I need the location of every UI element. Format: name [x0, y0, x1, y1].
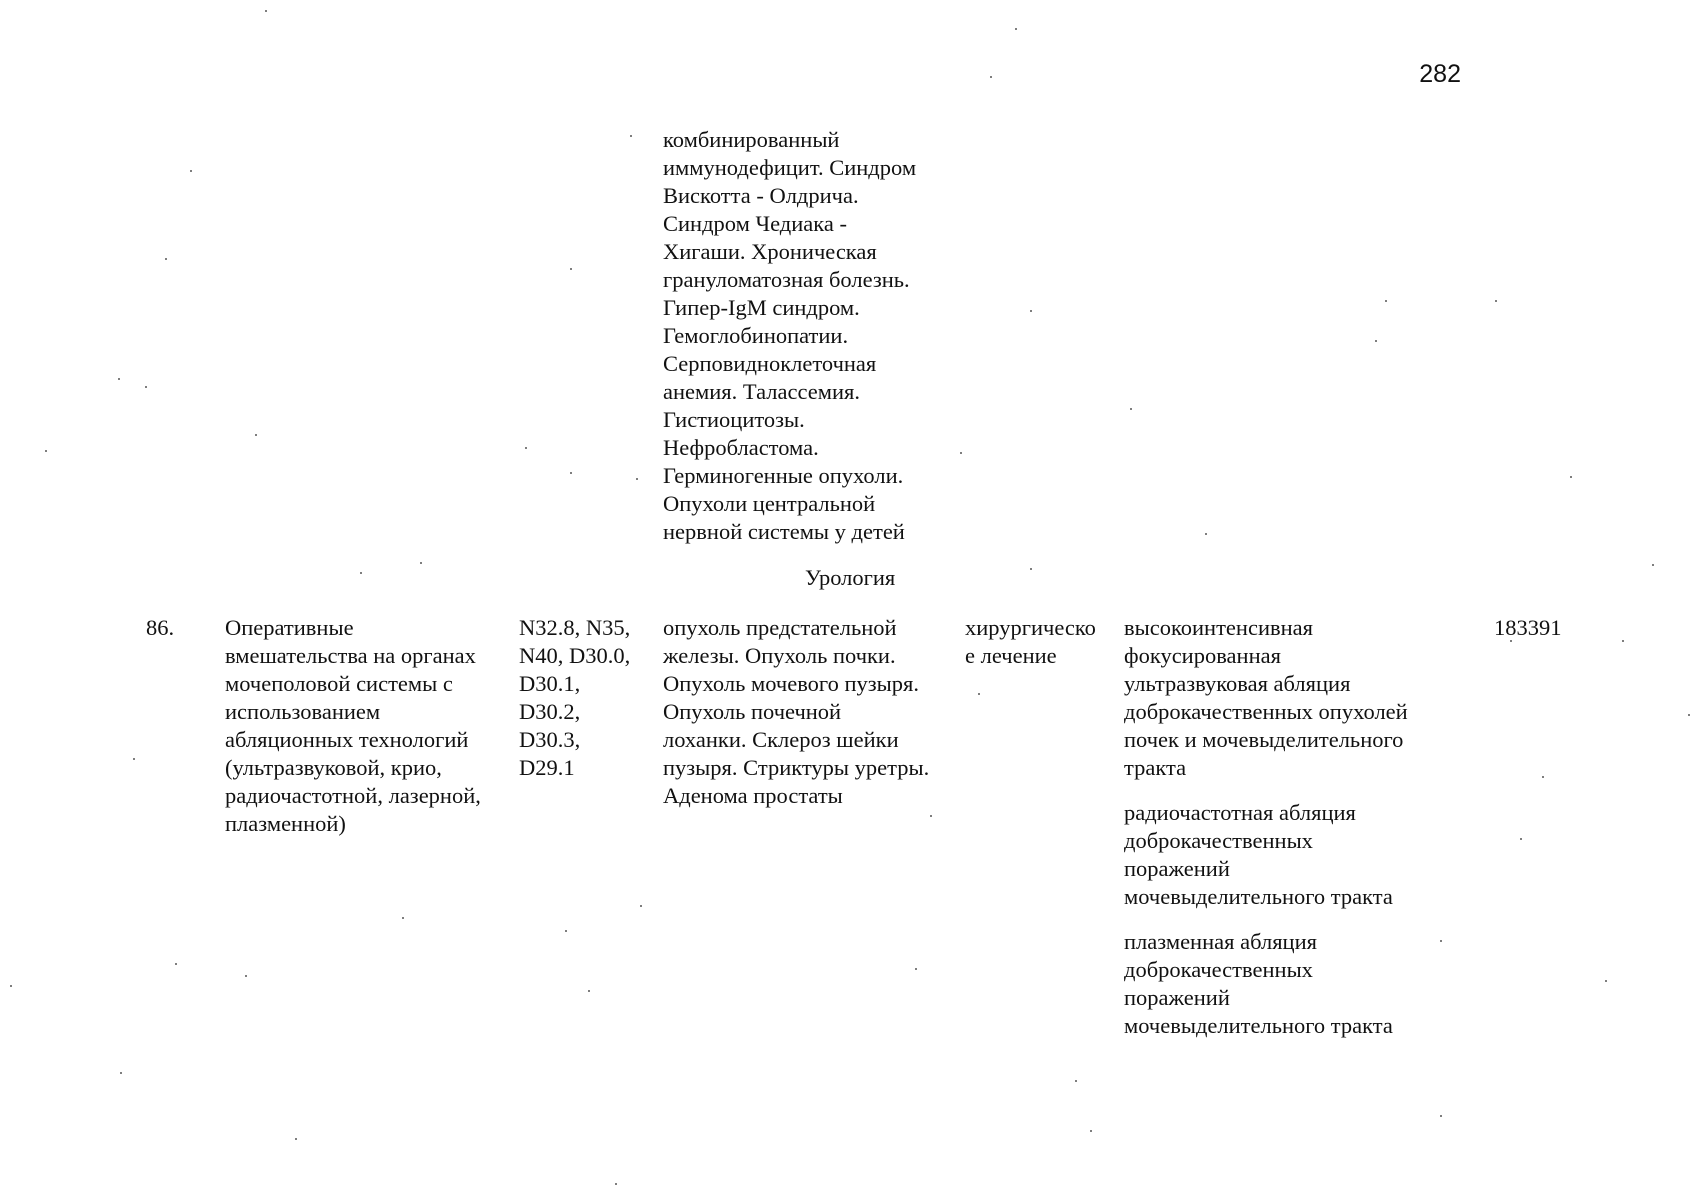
scan-speck	[145, 386, 147, 388]
scan-speck	[10, 985, 12, 987]
row-name	[225, 614, 481, 838]
diagnosis-line: комбинированный	[663, 127, 840, 152]
scan-speck	[1375, 340, 1377, 342]
scan-speck	[615, 1183, 617, 1185]
scan-speck	[120, 1072, 122, 1074]
method-paragraph	[1124, 799, 1408, 911]
code-line: D30.3,	[519, 727, 581, 752]
code-line: D30.1,	[519, 671, 581, 696]
scan-speck	[1030, 568, 1032, 570]
diagnosis-line: иммунодефицит. Синдром	[663, 155, 917, 180]
scan-speck	[1605, 980, 1607, 982]
row-cost: 183391	[1494, 615, 1562, 640]
diagnosis-line: Гипер-IgM синдром.	[663, 295, 860, 320]
code-line: N40, D30.0,	[519, 643, 631, 668]
name-line: абляционных технологий	[225, 727, 469, 752]
diagnosis-line: Аденома простаты	[663, 783, 843, 808]
scan-speck	[1652, 564, 1654, 566]
diagnosis-line: Вискотта - Олдрича.	[663, 183, 859, 208]
name-line: использованием	[225, 699, 381, 724]
scan-speck	[175, 963, 177, 965]
scan-speck	[1440, 1115, 1442, 1117]
method-line: доброкачественных опухолей	[1124, 699, 1408, 724]
diagnosis-line: Опухоль мочевого пузыря.	[663, 671, 919, 696]
scan-speck	[1015, 28, 1017, 30]
diagnosis-line: лоханки. Склероз шейки	[663, 727, 899, 752]
name-line: плазменной)	[225, 811, 346, 836]
scan-speck	[1075, 1080, 1077, 1082]
scan-speck	[190, 170, 192, 172]
scan-speck	[915, 968, 917, 970]
scan-speck	[630, 135, 632, 137]
scan-speck	[588, 990, 590, 992]
scan-speck	[1130, 408, 1132, 410]
name-line: (ультразвуковой, крио,	[225, 755, 442, 780]
method-paragraph	[1124, 614, 1408, 782]
method-line: мочевыделительного тракта	[1124, 884, 1393, 909]
treatment-line: хирургическо	[965, 615, 1096, 640]
scan-speck	[245, 975, 247, 977]
scan-speck	[978, 693, 980, 695]
diagnosis-line: Синдром Чедиака -	[663, 211, 847, 236]
scan-speck	[990, 76, 992, 78]
scan-speck	[1385, 300, 1387, 302]
scan-speck	[570, 268, 572, 270]
code-line: N32.8, N35,	[519, 615, 631, 640]
method-line: мочевыделительного тракта	[1124, 1013, 1393, 1038]
scan-speck	[1542, 776, 1544, 778]
code-line: D29.1	[519, 755, 575, 780]
method-line: доброкачественных	[1124, 828, 1313, 853]
method-line: поражений	[1124, 856, 1230, 881]
method-line: высокоинтенсивная	[1124, 615, 1313, 640]
scan-speck	[265, 10, 267, 12]
scan-speck	[1205, 533, 1207, 535]
method-line: фокусированная	[1124, 643, 1281, 668]
scan-speck	[640, 905, 642, 907]
scan-speck	[1030, 310, 1032, 312]
diagnosis-line: Гистиоцитозы.	[663, 407, 805, 432]
name-line: вмешательства на органах	[225, 643, 476, 668]
scan-speck	[360, 572, 362, 574]
scan-speck	[1520, 838, 1522, 840]
scan-speck	[295, 1138, 297, 1140]
scan-speck	[1622, 640, 1624, 642]
name-line: Оперативные	[225, 615, 354, 640]
scan-speck	[525, 447, 527, 449]
diagnosis-line: Опухоль почечной	[663, 699, 842, 724]
scan-speck	[565, 930, 567, 932]
scan-speck	[960, 452, 962, 454]
diagnosis-line: нервной системы у детей	[663, 519, 905, 544]
scan-speck	[1090, 1130, 1092, 1132]
method-line: тракта	[1124, 755, 1187, 780]
row-diagnosis	[663, 614, 929, 810]
row-methods	[1124, 614, 1408, 1057]
row-treatment	[965, 614, 1096, 670]
diagnosis-line: Хигаши. Хроническая	[663, 239, 877, 264]
diagnosis-line: опухоль предстательной	[663, 615, 897, 640]
treatment-line: е лечение	[965, 643, 1057, 668]
name-line: мочеполовой системы с	[225, 671, 453, 696]
method-line: радиочастотная абляция	[1124, 800, 1356, 825]
section-heading: Урология	[805, 565, 896, 590]
diagnosis-line: железы. Опухоль почки.	[663, 643, 896, 668]
diagnosis-line: анемия. Талассемия.	[663, 379, 860, 404]
name-line: радиочастотной, лазерной,	[225, 783, 481, 808]
scan-speck	[1510, 640, 1512, 642]
method-line: плазменная абляция	[1124, 929, 1317, 954]
scan-speck	[402, 917, 404, 919]
scan-speck	[636, 478, 638, 480]
scan-speck	[1440, 940, 1442, 942]
scan-speck	[570, 472, 572, 474]
scan-speck	[1688, 714, 1690, 716]
diagnosis-line: грануломатозная болезнь.	[663, 267, 910, 292]
method-paragraph	[1124, 928, 1408, 1040]
method-line: ультразвуковая абляция	[1124, 671, 1351, 696]
method-line: поражений	[1124, 985, 1230, 1010]
scan-speck	[420, 562, 422, 564]
diagnosis-line: Опухоли центральной	[663, 491, 876, 516]
scan-speck	[165, 258, 167, 260]
continuation-diagnosis	[663, 126, 916, 546]
diagnosis-line: Гемоглобинопатии.	[663, 323, 849, 348]
row-number: 86.	[146, 615, 175, 640]
scan-speck	[133, 758, 135, 760]
row-codes	[519, 614, 630, 782]
method-line: почек и мочевыделительного	[1124, 727, 1404, 752]
code-line: D30.2,	[519, 699, 581, 724]
method-line: доброкачественных	[1124, 957, 1313, 982]
scan-speck	[1495, 300, 1497, 302]
diagnosis-line: Герминогенные опухоли.	[663, 463, 904, 488]
scan-speck	[1570, 476, 1572, 478]
diagnosis-line: Нефробластома.	[663, 435, 819, 460]
scan-speck	[118, 378, 120, 380]
diagnosis-line: Серповидноклеточная	[663, 351, 877, 376]
scan-speck	[930, 815, 932, 817]
scan-speck	[45, 450, 47, 452]
page-number: 282	[1419, 60, 1461, 88]
diagnosis-line: пузыря. Стриктуры уретры.	[663, 755, 930, 780]
scan-speck	[255, 434, 257, 436]
